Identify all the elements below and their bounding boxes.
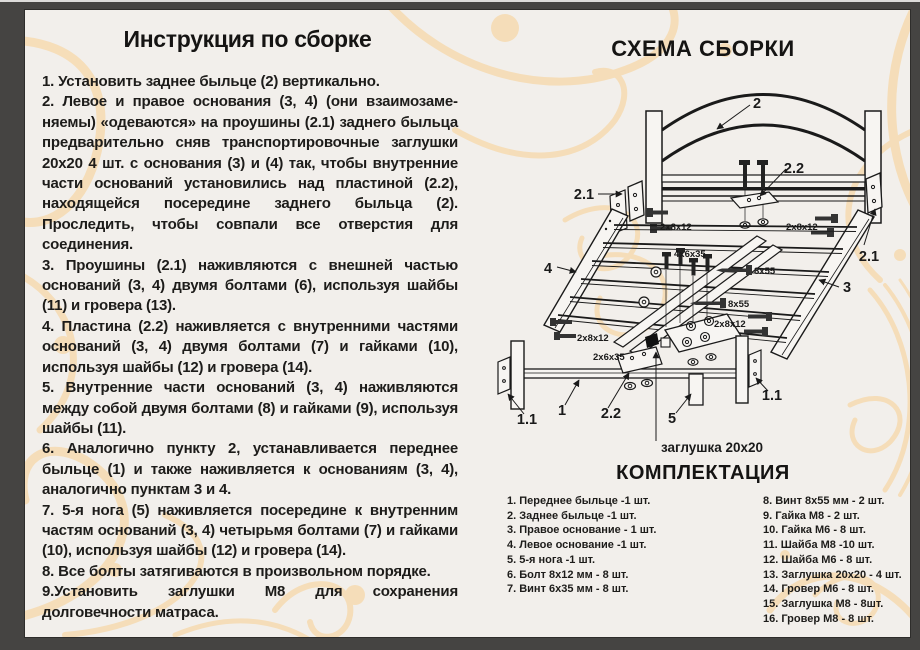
part-item: 8. Винт 8х55 мм - 2 шт. (763, 495, 885, 507)
diagram-label: заглушка 20х20 (661, 440, 764, 455)
parts-column-2 (763, 494, 910, 626)
assembly-step: 4. Пластина (2.2) наживляется с внутренними частями оснований (3, 4) двумя болтами (7) и гайками (10), используя шайбы (12) и гровера (14). (42, 317, 458, 376)
assembly-step: 2. Левое и правое основания (3, 4) (они взаимозаменяемы) «одеваются» на проушины (2.1) заднего быльца предварительно сняв транспортировочные заглушки 20х20 4 шт. с основания (3) и (4) так, чтобы внутренние части оснований установились над пластиной (2.2), находящейся посередине заднего быльца (2). Проследить, чтобы совпали все отверстия для соединения. (42, 93, 458, 254)
part-item: 6. Болт 8х12 мм - 8 шт. (507, 568, 629, 581)
part-item: 1. Переднее быльце -1 шт. (507, 495, 651, 507)
part-item: 10. Гайка М6 - 8 шт. (763, 524, 866, 537)
diagram-label: 2х8х12 (577, 333, 609, 344)
diagram-label: 2х8х12 (714, 319, 746, 330)
diagram-label: 3 (842, 280, 852, 296)
part-item: 16. Гровер М8 - 8 шт. (763, 612, 874, 625)
diagram-label: 1.1 (761, 388, 783, 404)
assembly-step: 5. Внутренние части оснований (3, 4) наживляются между собой двумя болтами (8) и гайками (9), используя шайбы (11). (42, 379, 458, 437)
diagram-label: 4х6х35 (674, 249, 706, 260)
instructions-title: Инструкция по сборке (123, 26, 372, 52)
part-item: 5. 5-я нога -1 шт. (507, 553, 596, 566)
assembly-step: 3. Проушины (2.1) наживляются с внешней частью оснований (3, 4) двумя болтами (6), используя шайбы (11) и гровера (13). (42, 256, 458, 315)
parts-column-1 (507, 494, 757, 597)
diagram-title: СХЕМА СБОРКИ (611, 36, 795, 61)
assembly-steps (42, 72, 458, 623)
diagram-label: 2 (752, 96, 762, 112)
assembly-step: 9.Установить заглушки М8 для сохранения долговечности матраса. (42, 583, 458, 621)
instruction-sheet (25, 10, 910, 637)
part-item: 3. Правое основание - 1 шт. (507, 524, 657, 537)
part-item: 14. Гровер М6 - 8 шт. (763, 583, 874, 596)
footboard-group (498, 336, 761, 409)
diagram-label: 1.1 (516, 412, 538, 428)
diagram-label: 2.2 (600, 406, 622, 422)
diagram-label: 2х8х12 (786, 222, 818, 233)
diagram-label: 8х55 (754, 266, 776, 277)
diagram-label: 4 (543, 261, 553, 277)
part-item: 11. Шайба М8 -10 шт. (763, 539, 875, 552)
parts-title: КОМПЛЕКТАЦИЯ (616, 462, 790, 484)
diagram-label: 1 (557, 403, 567, 419)
frame-top-highlight (0, 0, 920, 2)
assembly-diagram (460, 75, 910, 460)
diagram-label: 5 (667, 411, 677, 427)
part-item: 2. Заднее быльце -1 шт. (507, 509, 637, 522)
assembly-step: 1. Установить заднее быльце (2) вертикально. (42, 73, 380, 90)
part-item: 7. Винт 6х35 мм - 8 шт. (507, 583, 629, 596)
part-item: 12. Шайба М6 - 8 шт. (763, 553, 873, 566)
part-item: 4. Левое основание -1 шт. (507, 539, 647, 552)
diagram-label: 2.1 (858, 249, 880, 265)
assembly-step: 6. Аналогично пункту 2, устанавливается переднее быльце (1) и также наживляется к основаниям (3, 4), аналогично пунктам 3 и 4. (42, 440, 458, 499)
part-item: 9. Гайка М8 - 2 шт. (763, 509, 860, 522)
diagram-label: 2.1 (573, 187, 595, 203)
diagram-label: 2.2 (783, 161, 805, 177)
diagram-label: 2х6х35 (593, 352, 625, 363)
assembly-step: 7. 5-я нога (5) наживляется посередине к внутренним частям оснований (3, 4) четырьмя болтами (7) и гайками (10), используя шайбы (12) и гровера (14). (42, 501, 458, 560)
part-item: 13. Заглушка 20х20 - 4 шт. (763, 568, 902, 581)
diagram-label: 2х8х12 (660, 222, 692, 233)
part-item: 15. Заглушка М8 - 8шт. (763, 597, 884, 610)
diagram-label: 8х55 (728, 299, 750, 310)
assembly-step: 8. Все болты затягиваются в произвольном порядке. (42, 562, 431, 580)
headboard-group (610, 95, 882, 238)
